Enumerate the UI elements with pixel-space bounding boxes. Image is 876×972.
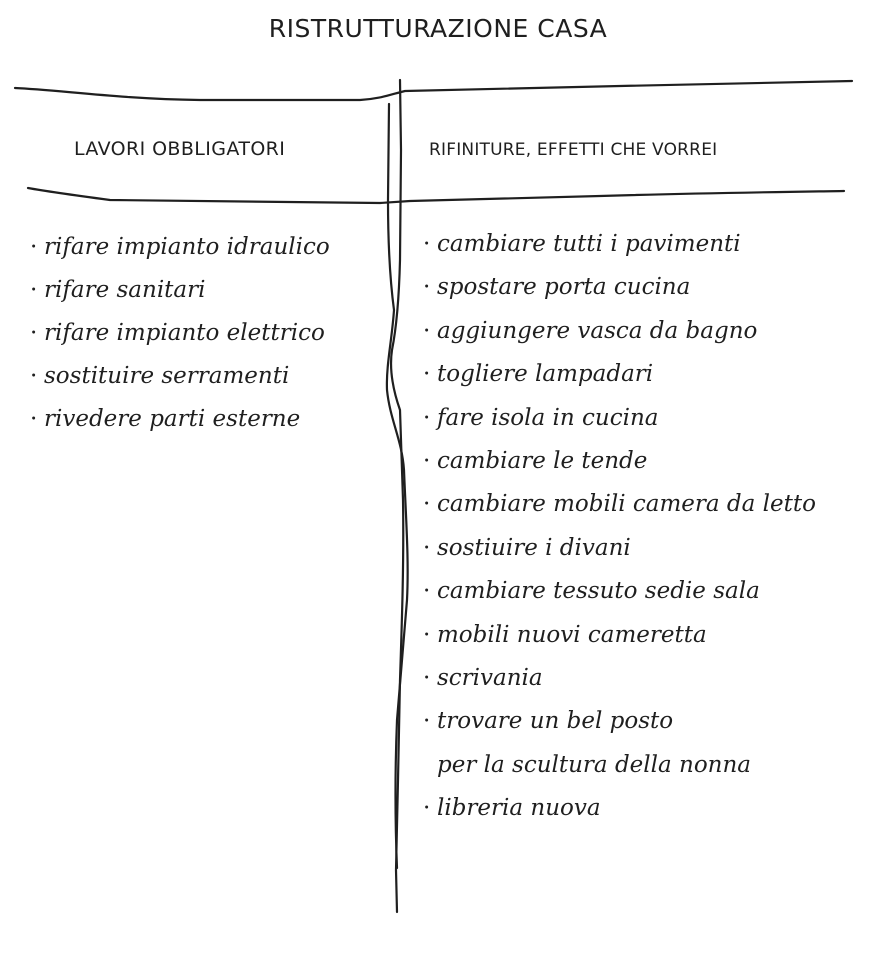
bullet-dot: · [30,406,38,432]
bullet-dot: · [423,664,431,691]
list-item: · scrivania [423,660,816,703]
header-bottom-rule-line [28,188,844,203]
bullet-dot: · [30,234,38,260]
list-item: · cambiare tutti i pavimenti [423,226,816,269]
list-item: · rifare impianto idraulico [30,229,330,272]
bullet-dot: · [423,231,431,257]
list-item-continuation: per la scultura della nonna [437,751,752,778]
bullet-dot: · [423,274,431,301]
page-title: RISTRUTTURAZIONE CASA [268,14,608,43]
column-header-finishing-wishes: RIFINITURE, EFFETTI CHE VORREI [429,140,718,160]
list-item: · fare isola in cucina [423,400,816,443]
list-item: · cambiare le tende [423,443,816,486]
finishing-wishes-list [423,226,816,833]
list-item: · cambiare mobili camera da letto [423,486,816,529]
bullet-dot: · [423,534,431,561]
list-item: · cambiare tessuto sedie sala [423,573,816,616]
list-item: · rifare sanitari [30,272,330,315]
top-rule-line [15,81,852,100]
list-item: · libreria nuova [423,790,816,833]
bullet-dot: · [30,320,38,346]
bullet-dot: · [423,317,431,344]
bullet-dot: · [30,363,38,389]
bullet-dot: · [423,795,431,822]
bullet-dot: · [423,621,431,648]
required-works-list [30,229,330,444]
column-header-required-works: LAVORI OBBLIGATORI [74,138,286,160]
list-item: · rifare impianto elettrico [30,315,330,358]
list-item: · mobili nuovi cameretta [423,617,816,660]
bullet-dot: · [423,578,431,605]
bullet-dot: · [423,447,431,474]
list-item: · rivedere parti esterne [30,401,330,444]
bullet-dot: · [423,361,431,388]
column-divider-line-a [391,80,403,912]
bullet-dot: · [423,404,431,431]
list-item: · sostiuire i divani [423,530,816,573]
list-item: · spostare porta cucina [423,269,816,312]
list-item: · aggiungere vasca da bagno [423,313,816,356]
list-item: · sostituire serramenti [30,358,330,401]
column-divider-line-b [387,104,408,868]
bullet-dot: · [423,491,431,518]
bullet-dot: · [30,277,38,303]
list-item: · togliere lampadari [423,356,816,399]
list-item: · trovare un bel posto [423,703,816,746]
bullet-dot: · [423,708,431,735]
